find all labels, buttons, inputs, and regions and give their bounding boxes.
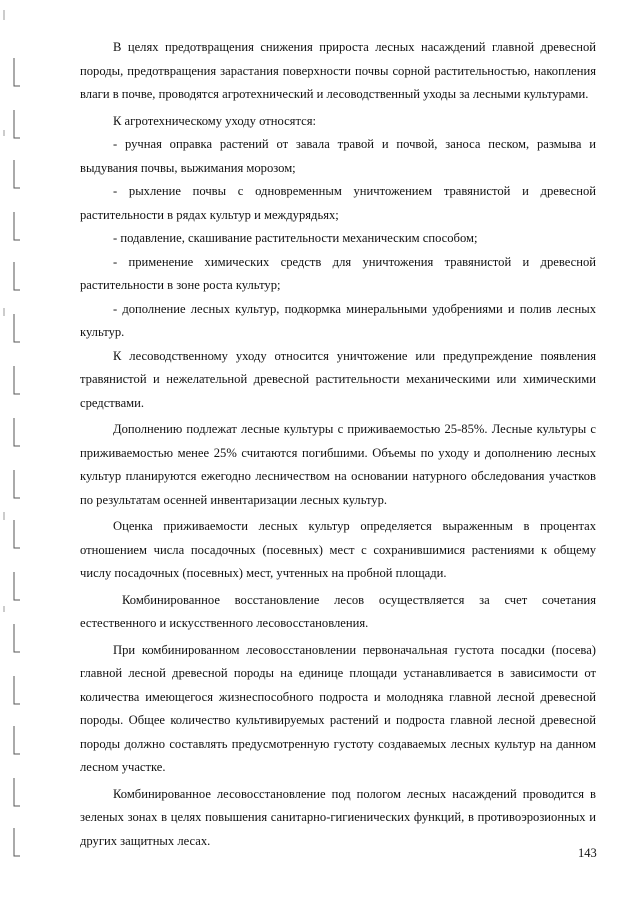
list-item-mowing: - подавление, скашивание растительности механическим способом; [113,231,478,245]
list-item-loosening: - рыхление почвы с одновременным уничтожением травянистой и древесной растительности в рядах культур и междурядьях; [80,184,596,222]
binding-margin-marks [0,0,40,905]
paragraph-silvicultural-care: К лесоводственному уходу относится уничтожение или предупреждение появления травянистой и нежелательной древесной растительности механическими или химическими средствами. [80,348,596,410]
list-item-chemicals: - применение химических средств для уничтожения травянистой и древесной растительности в зоне роста культур; [80,254,596,292]
paragraph-purpose: В целях предотвращения снижения прироста лесных насаждений главной древесной породы, предотвращения зарастания поверхности почвы сорной растительностью, накопления влаги в почве, проводятся агротехнический и лесоводственный уходы за лесными культурами. [80,40,596,101]
document-body [80,36,596,853]
paragraph-initial-density: При комбинированном лесовосстановлении первоначальная густота посадки (посева) главной лесной древесной породы на единице площади устанавливается в зависимости от количества имеющегося жизнеспособного подроста и молодняка главной лесной древесной породы. Общее количество культивируемых растений и подроста главной лесной древесной породы должно составлять предусмотренную густоту создаваемых лесных культур на данном лесном участке. [80,642,596,774]
paragraph-canopy-restoration: Комбинированное лесовосстановление под пологом лесных насаждений проводится в зеленых зонах в целях повышения санитарно-гигиенических функций, в противоэрозионных и других защитных лесах. [80,786,596,848]
page-number: 143 [578,846,597,860]
list-item-manual-adjustment: - ручная оправка растений от завала травой и почвой, заноса песком, размыва и выдувания почвы, выжимания морозом; [80,137,596,175]
paragraph-agrotech-intro: К агротехническому уходу относятся: [113,113,317,128]
list-item-supplementing: - дополнение лесных культур, подкормка минеральными удобрениями и полив лесных культур. [80,301,596,339]
paragraph-survival-assessment: Оценка приживаемости лесных культур определяется выраженным в процентах отношением числа посадочных (посевных) мест с сохранившимися растениями к общему числу посадочных (посевных) мест, учтенных на пробной площади. [80,519,596,580]
paragraph-supplementing-rules: Дополнению подлежат лесные культуры с приживаемостью 25-85%. Лесные культуры с приживаемостью менее 25% считаются погибшими. Объемы по уходу и дополнению лесных культур планируются ежегодно лесничеством на основании натурного обследования участков по результатам осенней инвентаризации лесных культур. [80,422,596,507]
paragraph-combined-restoration: Комбинированное восстановление лесов осуществляется за счет сочетания естественного и искусственного лесовосстановления. [80,592,596,630]
